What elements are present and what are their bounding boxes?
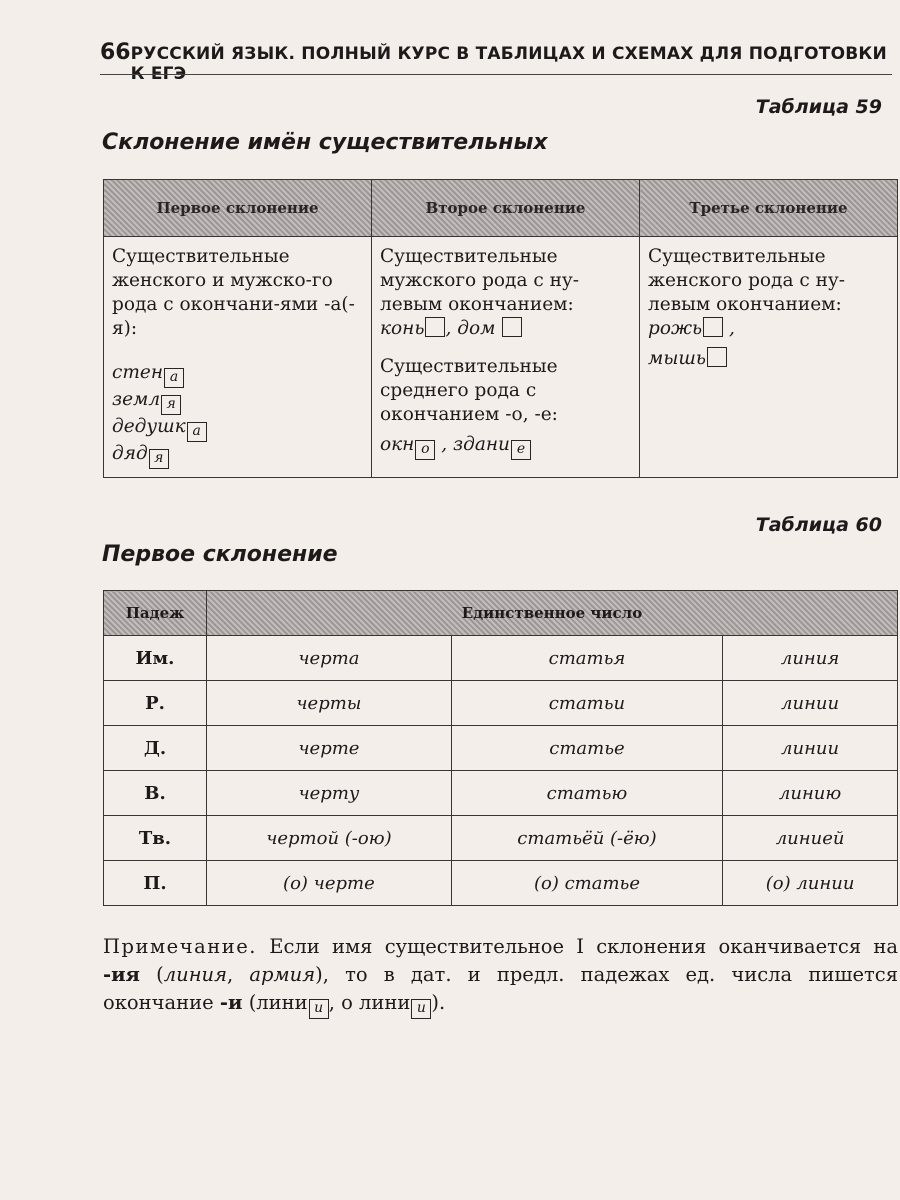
word-form: (о) статье: [451, 861, 722, 906]
case-name: Тв.: [104, 816, 207, 861]
table-row: [104, 816, 898, 861]
ending-box: и: [309, 999, 329, 1019]
word-form: линией: [723, 816, 898, 861]
case-name: П.: [104, 861, 207, 906]
word-form: статьёй (-ёю): [451, 816, 722, 861]
second-declension-desc-masc: Существительные мужского рода с ну-левым окончанием:: [380, 246, 580, 315]
zero-ending-box: [502, 317, 522, 337]
example-word: дедушк а: [112, 415, 363, 442]
example-words: окн о , здани е: [380, 433, 631, 460]
word-form: статья: [451, 636, 722, 681]
word-form: линии: [723, 681, 898, 726]
third-declension-desc: Существительные женского рода с ну-левым окончанием:: [648, 246, 846, 315]
word-form: (о) черте: [207, 861, 452, 906]
ending-box: и: [411, 999, 431, 1019]
word-form: черта: [207, 636, 452, 681]
header-rule: [100, 74, 892, 75]
page-number: 66: [100, 40, 131, 65]
word-form: статье: [451, 726, 722, 771]
suffix-highlight: -ия: [103, 963, 140, 986]
table-row: [104, 726, 898, 771]
word-form: черте: [207, 726, 452, 771]
note-lead: Примечание.: [103, 935, 257, 958]
header-case: Падеж: [104, 591, 207, 636]
header-third-declension: Третье склонение: [640, 180, 898, 237]
ending-box: я: [161, 395, 181, 415]
word-form: черту: [207, 771, 452, 816]
ending-box: е: [511, 440, 531, 460]
word-form: линии: [723, 726, 898, 771]
ending-box: о: [415, 440, 435, 460]
word-form: статьи: [451, 681, 722, 726]
zero-ending-box: [425, 317, 445, 337]
word-form: линия: [723, 636, 898, 681]
word-form: линию: [723, 771, 898, 816]
word-form: чертой (-ою): [207, 816, 452, 861]
table-59-title: Склонение имён существительных: [102, 130, 548, 155]
first-declension-table: [103, 590, 898, 906]
case-rows: [104, 636, 898, 906]
example-word: рожь ,: [648, 318, 735, 339]
zero-ending-box: [707, 347, 727, 367]
example-word: мышь: [648, 347, 889, 371]
first-declension-desc: Существительные женского и мужско-го рода с окончани-ями -а(-я):: [112, 246, 355, 339]
case-name: Им.: [104, 636, 207, 681]
word-form: (о) линии: [723, 861, 898, 906]
second-declension-desc-neut: Существительные среднего рода с окончанием -о, -е:: [380, 356, 558, 425]
declension-types-table: [103, 179, 898, 478]
header-second-declension: Второе склонение: [372, 180, 640, 237]
table-row: [104, 771, 898, 816]
example-words: конь , дом: [380, 317, 631, 341]
example-word: стен а: [112, 361, 363, 388]
table-60-title: Первое склонение: [102, 542, 338, 567]
first-declension-cell: [104, 237, 372, 478]
ending-highlight: -и: [219, 991, 243, 1014]
header-first-declension: Первое склонение: [104, 180, 372, 237]
case-name: Д.: [104, 726, 207, 771]
note-paragraph: Примечание. Если имя существительное I склонения оканчивается на -ия (линия, армия), то в дат. и предл. падежах ед. числа пишется окончание -и (лини и , о лини и ).: [103, 933, 898, 1019]
third-declension-cell: [640, 237, 898, 478]
table-row: [104, 861, 898, 906]
table-60-label: Таблица 60: [755, 514, 882, 536]
ending-box: а: [187, 422, 207, 442]
ending-box: я: [149, 449, 169, 469]
table-row: [104, 636, 898, 681]
word-form: статью: [451, 771, 722, 816]
table-row: [104, 681, 898, 726]
ending-box: а: [164, 368, 184, 388]
case-name: В.: [104, 771, 207, 816]
book-title: РУССКИЙ ЯЗЫК. ПОЛНЫЙ КУРС В ТАБЛИЦАХ И СХЕМАХ ДЛЯ ПОДГОТОВКИ К ЕГЭ: [130, 44, 887, 84]
example-word: земл я: [112, 388, 363, 415]
page-header: [100, 40, 890, 84]
second-declension-cell: [372, 237, 640, 478]
word-form: черты: [207, 681, 452, 726]
header-singular: Единственное число: [207, 591, 898, 636]
case-name: Р.: [104, 681, 207, 726]
table-59-label: Таблица 59: [755, 96, 882, 118]
example-word: дяд я: [112, 442, 363, 469]
zero-ending-box: [703, 317, 723, 337]
